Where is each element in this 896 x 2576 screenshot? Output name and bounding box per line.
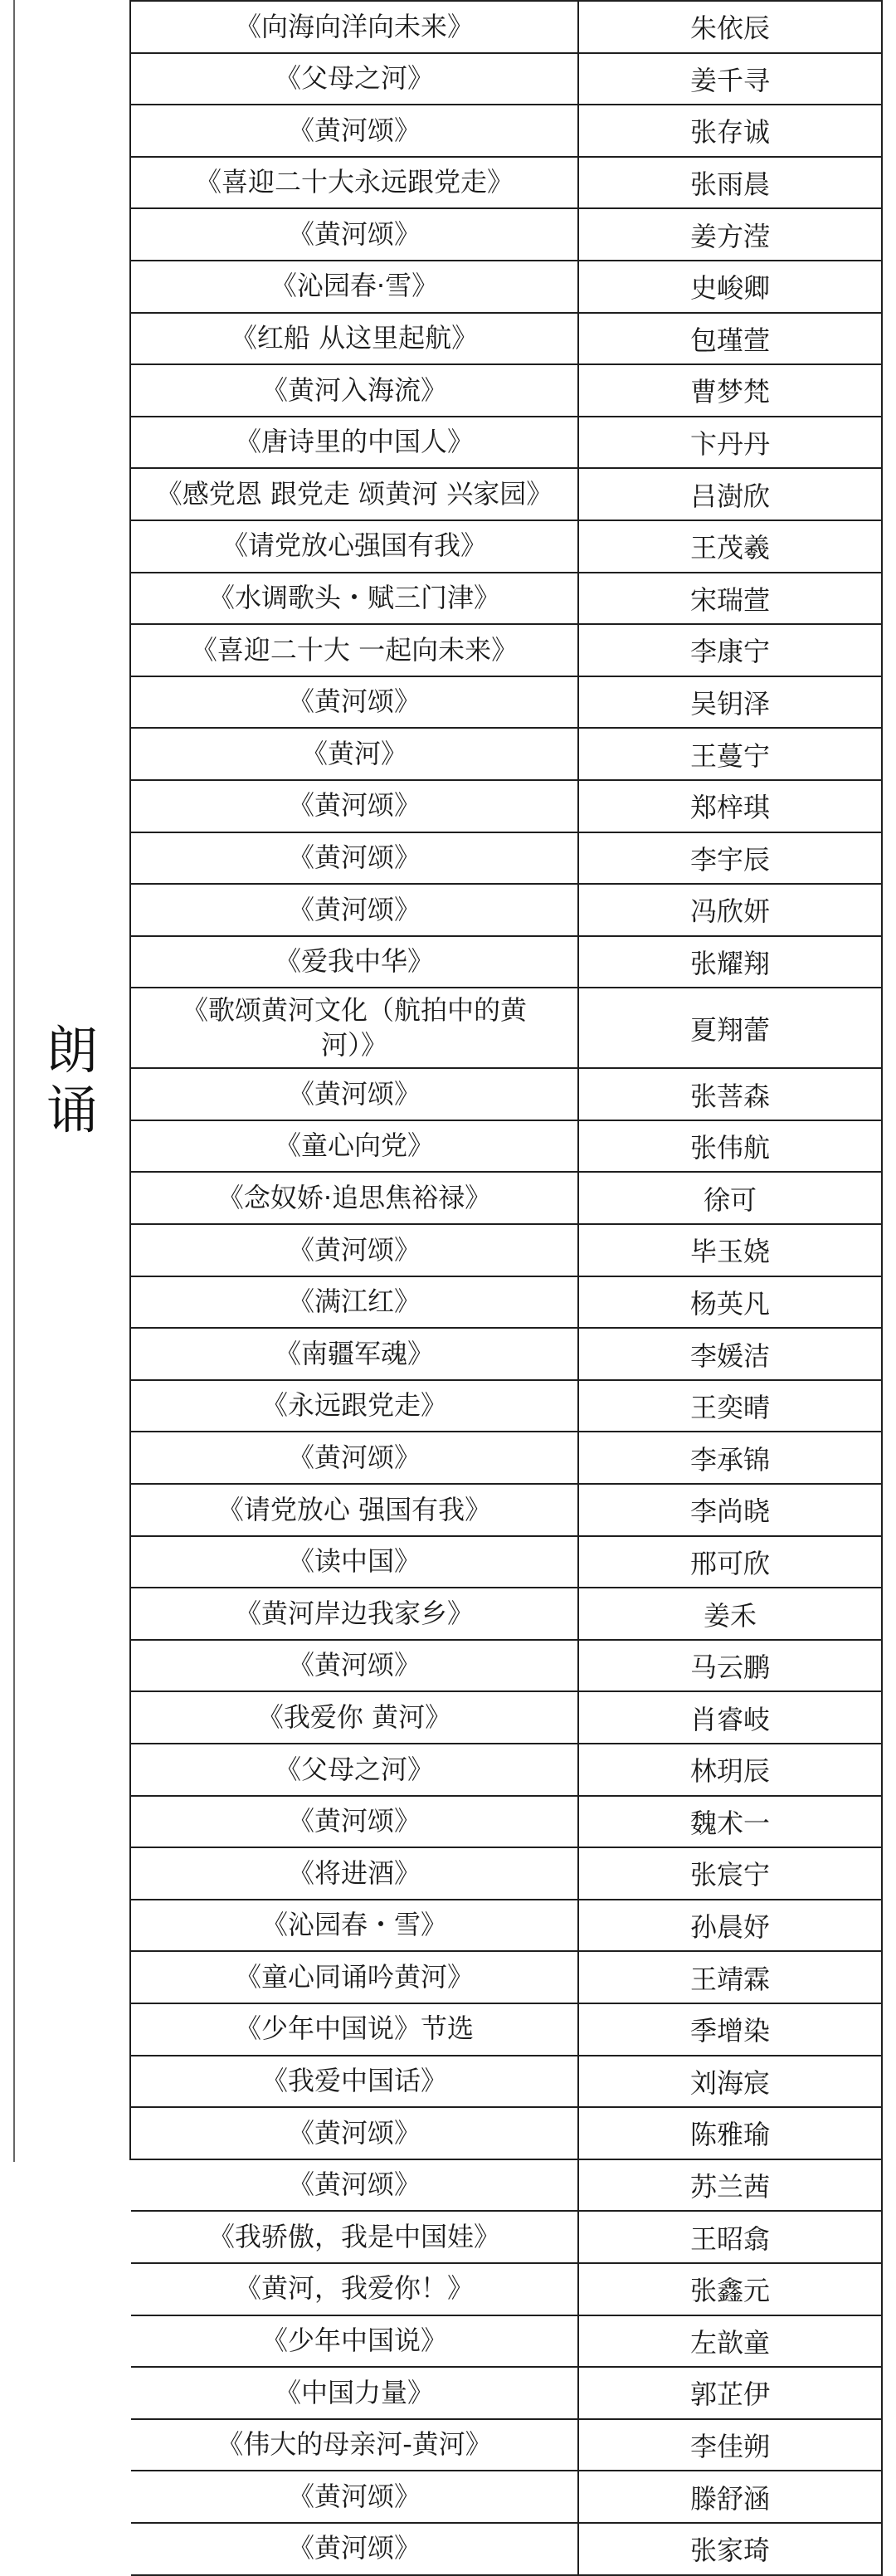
piece-title-cell (131, 469, 579, 520)
table-row (131, 2212, 883, 2264)
performer-name: 张伟航 (689, 1132, 770, 1164)
table-row (131, 1225, 883, 1277)
table-row (131, 1121, 883, 1173)
piece-title-cell (131, 2160, 579, 2211)
performer-name-cell (579, 1797, 883, 1847)
performer-name: 张存诚 (689, 116, 770, 149)
performer-name-cell (579, 1173, 883, 1223)
table-row (131, 625, 883, 677)
performer-name-cell (579, 2420, 883, 2471)
piece-title-cell (131, 54, 579, 105)
performer-name-cell (579, 1277, 883, 1328)
performer-name: 郑梓琪 (689, 792, 770, 824)
performer-name: 杨英凡 (689, 1287, 770, 1320)
performer-name-cell (579, 1121, 883, 1172)
piece-title-cell (131, 2471, 579, 2522)
table-row (131, 2316, 883, 2369)
piece-title-cell (131, 1069, 579, 1120)
piece-title: 《黄河颂》 (287, 789, 421, 822)
piece-title-cell (131, 1277, 579, 1328)
table-row (131, 2420, 883, 2472)
performer-name: 史峻卿 (689, 272, 770, 305)
piece-title-cell (131, 1173, 579, 1223)
piece-title-cell (131, 1121, 579, 1172)
performer-name: 张雨晨 (689, 168, 770, 201)
performer-name: 张鑫元 (689, 2275, 770, 2307)
piece-title: 《少年中国说》 (261, 2325, 447, 2357)
piece-title: 《黄河颂》 (287, 893, 421, 925)
performer-name: 包瑾萱 (689, 324, 770, 356)
performer-name-cell (579, 105, 883, 156)
performer-name: 滕舒涵 (689, 2482, 770, 2515)
piece-title: 《伟大的母亲河-黄河》 (217, 2428, 492, 2461)
performer-name: 朱依辰 (689, 12, 770, 45)
table-row (131, 2, 883, 54)
table-row (131, 1069, 883, 1121)
performer-name-cell (579, 209, 883, 260)
piece-title: 《歌颂黄河文化（航拍中的黄河）》 (181, 994, 527, 1061)
performer-name-cell (579, 1900, 883, 1951)
performer-name-cell (579, 1744, 883, 1795)
piece-title: 《读中国》 (287, 1545, 421, 1578)
performer-name: 毕玉娆 (689, 1236, 770, 1268)
performer-name-cell (579, 885, 883, 935)
piece-title-cell (131, 677, 579, 728)
piece-title-cell (131, 158, 579, 208)
table-row (131, 988, 883, 1069)
table-row (131, 469, 883, 521)
performer-name: 张家琦 (689, 2535, 770, 2567)
piece-title: 《黄河岸边我家乡》 (234, 1597, 474, 1629)
piece-title-cell (131, 2108, 579, 2159)
performer-name: 王昭翕 (689, 2222, 770, 2255)
category-cell (15, 0, 131, 2160)
table-row (131, 937, 883, 989)
piece-title-cell (131, 417, 579, 468)
performer-name: 宋瑞萱 (689, 583, 770, 616)
performer-name-cell (579, 573, 883, 624)
table-row (131, 417, 883, 470)
performer-name: 郭芷伊 (689, 2378, 770, 2411)
performer-name: 姜禾 (703, 1599, 757, 1632)
performer-name: 王蔓宁 (689, 739, 770, 772)
piece-title: 《将进酒》 (287, 1856, 421, 1889)
performer-name: 王靖霖 (689, 1963, 770, 1995)
piece-title-cell (131, 2264, 579, 2315)
piece-title-cell (131, 2004, 579, 2055)
piece-title-cell (131, 625, 579, 676)
table-row (131, 105, 883, 158)
piece-title: 《沁园春·雪》 (270, 270, 439, 302)
performer-name: 李尚晓 (689, 1495, 770, 1528)
performer-name-cell (579, 1485, 883, 1535)
piece-title: 《唐诗里的中国人》 (234, 426, 474, 458)
performer-name-cell (579, 1069, 883, 1120)
performer-name-cell (579, 937, 883, 988)
performer-name-cell (579, 54, 883, 105)
performer-name-cell (579, 2056, 883, 2107)
performer-name: 李宇辰 (689, 843, 770, 876)
table-row (131, 2264, 883, 2316)
piece-title-cell (131, 2056, 579, 2107)
performer-name-cell (579, 1848, 883, 1899)
table-row (131, 2471, 883, 2524)
performer-name-cell (579, 2212, 883, 2262)
piece-title: 《父母之河》 (274, 62, 434, 95)
piece-title: 《满江红》 (287, 1286, 421, 1318)
piece-title: 《童心同诵吟黄河》 (234, 1960, 474, 1993)
piece-title: 《黄河颂》 (287, 114, 421, 146)
piece-title-cell (131, 1537, 579, 1588)
table-row (131, 1692, 883, 1744)
piece-title: 《喜迎二十大 一起向未来》 (190, 633, 519, 666)
piece-title: 《黄河》 (300, 737, 407, 769)
table-row (131, 677, 883, 729)
performer-name: 冯欣妍 (689, 895, 770, 928)
performer-name-cell (579, 1641, 883, 1691)
performer-name: 夏翔蕾 (689, 1013, 770, 1046)
piece-title: 《请党放心 强国有我》 (217, 1493, 492, 1525)
piece-title-cell (131, 1432, 579, 1483)
performer-name: 张菩森 (689, 1080, 770, 1112)
performer-name: 陈雅瑜 (689, 2119, 770, 2151)
category-label: 朗诵 (46, 1020, 98, 1140)
performer-name-cell (579, 314, 883, 364)
performer-name: 李佳朔 (689, 2431, 770, 2463)
table-row (131, 1797, 883, 1849)
performer-name: 李承锦 (689, 1443, 770, 1476)
piece-title-cell (131, 1797, 579, 1847)
table-row (131, 209, 883, 261)
performer-name: 季增染 (689, 2015, 770, 2047)
table-row (131, 1277, 883, 1329)
piece-title: 《南疆军魂》 (274, 1337, 434, 1369)
piece-title-cell (131, 105, 579, 156)
performer-name-cell (579, 469, 883, 520)
performer-name-cell (579, 781, 883, 832)
performer-name: 李康宁 (689, 636, 770, 668)
performer-name-cell (579, 677, 883, 728)
table-row (131, 1588, 883, 1641)
piece-title: 《我爱中国话》 (261, 2065, 447, 2097)
table-row (131, 1329, 883, 1381)
piece-title: 《中国力量》 (274, 2376, 434, 2408)
piece-title: 《黄河，我爱你！》 (234, 2272, 474, 2305)
table-row (131, 2056, 883, 2109)
piece-title: 《黄河颂》 (287, 1233, 421, 1266)
piece-title-cell (131, 988, 579, 1067)
performer-name: 卞丹丹 (689, 428, 770, 461)
performer-name: 姜千寻 (689, 64, 770, 96)
piece-title-cell (131, 885, 579, 935)
performer-name: 徐可 (703, 1183, 757, 1216)
performer-name-cell (579, 833, 883, 884)
table-row (131, 1952, 883, 2004)
piece-title-cell (131, 2524, 579, 2574)
piece-title-cell (131, 314, 579, 364)
performer-name-cell (579, 158, 883, 208)
performer-name-cell (579, 2524, 883, 2574)
table-row (131, 521, 883, 573)
piece-title: 《我骄傲，我是中国娃》 (207, 2220, 500, 2252)
piece-title-cell (131, 729, 579, 779)
performer-name: 王奕晴 (689, 1392, 770, 1424)
table-row (131, 1432, 883, 1485)
performer-name: 吴钥泽 (689, 688, 770, 720)
table-row (131, 729, 883, 781)
piece-title-cell (131, 261, 579, 312)
table-row (131, 158, 883, 210)
piece-title-cell (131, 1900, 579, 1951)
performer-name: 张宸宁 (689, 1859, 770, 1891)
program-rows (131, 0, 883, 2576)
table-row (131, 1537, 883, 1589)
table-row (131, 1641, 883, 1693)
piece-title-cell (131, 1952, 579, 2003)
piece-title: 《黄河入海流》 (261, 373, 447, 406)
performer-name: 张耀翔 (689, 947, 770, 979)
piece-title: 《念奴娇·追思焦裕禄》 (217, 1181, 492, 1213)
performer-name-cell (579, 521, 883, 572)
performer-name: 邢可欣 (689, 1547, 770, 1579)
piece-title-cell (131, 1848, 579, 1899)
piece-title: 《黄河颂》 (287, 842, 421, 873)
performer-name-cell (579, 2368, 883, 2418)
table-row (131, 1173, 883, 1225)
table-row (131, 2108, 883, 2160)
piece-title: 《黄河颂》 (287, 1441, 421, 1473)
piece-title: 《永远跟党走》 (261, 1389, 447, 1422)
performer-name: 魏术一 (689, 1807, 770, 1839)
performer-name-cell (579, 988, 883, 1067)
performer-name-cell (579, 261, 883, 312)
piece-title-cell (131, 781, 579, 832)
piece-title-cell (131, 2316, 579, 2367)
piece-title: 《喜迎二十大永远跟党走》 (194, 166, 514, 198)
performer-name-cell (579, 729, 883, 779)
piece-title-cell (131, 1485, 579, 1535)
piece-title-cell (131, 1381, 579, 1432)
performer-name-cell (579, 1952, 883, 2003)
piece-title: 《我爱你 黄河》 (256, 1700, 452, 1733)
piece-title: 《请党放心强国有我》 (221, 529, 487, 562)
table-row (131, 54, 883, 106)
piece-title: 《红船 从这里起航》 (230, 322, 479, 354)
table-row (131, 2004, 883, 2056)
table-row (131, 781, 883, 833)
piece-title-cell (131, 2212, 579, 2262)
piece-title: 《黄河颂》 (287, 1077, 421, 1110)
table-row (131, 314, 883, 366)
piece-title: 《黄河颂》 (287, 2169, 421, 2201)
performer-name: 林玥辰 (689, 1755, 770, 1788)
table-row (131, 2368, 883, 2420)
table-row (131, 885, 883, 937)
piece-title-cell (131, 1225, 579, 1276)
table-row (131, 261, 883, 314)
piece-title-cell (131, 1692, 579, 1743)
table-row (131, 1900, 883, 1953)
piece-title: 《沁园春・雪》 (261, 1909, 447, 1941)
table-row (131, 1485, 883, 1537)
performer-name-cell (579, 1692, 883, 1743)
piece-title: 《黄河颂》 (287, 685, 421, 718)
performer-name: 肖睿岐 (689, 1703, 770, 1735)
piece-title-cell (131, 2420, 579, 2471)
performer-name: 姜方滢 (689, 220, 770, 252)
piece-title-cell (131, 573, 579, 624)
table-row (131, 573, 883, 626)
piece-title: 《黄河颂》 (287, 1649, 421, 1681)
table-row (131, 1848, 883, 1900)
performer-name: 吕澍欣 (689, 480, 770, 512)
performer-name-cell (579, 2264, 883, 2315)
table-row (131, 1381, 883, 1433)
performer-name-cell (579, 1329, 883, 1379)
table-row (131, 1744, 883, 1797)
piece-title-cell (131, 833, 579, 884)
piece-title: 《黄河颂》 (287, 2480, 421, 2512)
piece-title: 《黄河颂》 (287, 1805, 421, 1837)
piece-title-cell (131, 2, 579, 52)
performer-name-cell (579, 417, 883, 468)
table-row (131, 365, 883, 417)
performer-name: 曹梦梵 (689, 376, 770, 408)
piece-title: 《黄河颂》 (287, 2116, 421, 2149)
piece-title: 《爱我中华》 (274, 945, 434, 978)
table-row (131, 2160, 883, 2213)
performer-name-cell (579, 1432, 883, 1483)
performer-name: 刘海宸 (689, 2066, 770, 2099)
performer-name-cell (579, 1588, 883, 1639)
table-row (131, 833, 883, 886)
performer-name-cell (579, 2471, 883, 2522)
piece-title: 《童心向党》 (274, 1129, 434, 1162)
table-row (131, 2524, 883, 2576)
piece-title: 《少年中国说》节选 (234, 2013, 474, 2045)
performer-name-cell (579, 2004, 883, 2055)
performer-name: 李媛洁 (689, 1339, 770, 1372)
piece-title-cell (131, 365, 579, 416)
performer-name: 苏兰茜 (689, 2171, 770, 2203)
performer-name-cell (579, 2160, 883, 2211)
performer-name: 马云鹏 (689, 1651, 770, 1684)
performer-name-cell (579, 1225, 883, 1276)
piece-title-cell (131, 1329, 579, 1379)
performer-name-cell (579, 1537, 883, 1588)
performer-name-cell (579, 365, 883, 416)
performer-name: 王茂羲 (689, 532, 770, 564)
piece-title-cell (131, 937, 579, 988)
performer-name: 孙晨妤 (689, 1911, 770, 1944)
piece-title: 《黄河颂》 (287, 2532, 421, 2564)
piece-title-cell (131, 1641, 579, 1691)
performer-name-cell (579, 2108, 883, 2159)
piece-title: 《向海向洋向未来》 (234, 10, 474, 42)
performer-name-cell (579, 2316, 883, 2367)
piece-title: 《黄河颂》 (287, 217, 421, 250)
performer-name-cell (579, 1381, 883, 1432)
piece-title-cell (131, 209, 579, 260)
piece-title: 《父母之河》 (274, 1753, 434, 1785)
piece-title-cell (131, 521, 579, 572)
piece-title: 《水调歌头・赋三门津》 (207, 582, 500, 614)
piece-title-cell (131, 2368, 579, 2418)
performer-name: 左歆童 (689, 2326, 770, 2359)
performer-name-cell (579, 625, 883, 676)
piece-title-cell (131, 1744, 579, 1795)
piece-title: 《感党恩 跟党走 颂黄河 兴家园》 (155, 477, 553, 510)
performer-name-cell (579, 2, 883, 52)
piece-title-cell (131, 1588, 579, 1639)
